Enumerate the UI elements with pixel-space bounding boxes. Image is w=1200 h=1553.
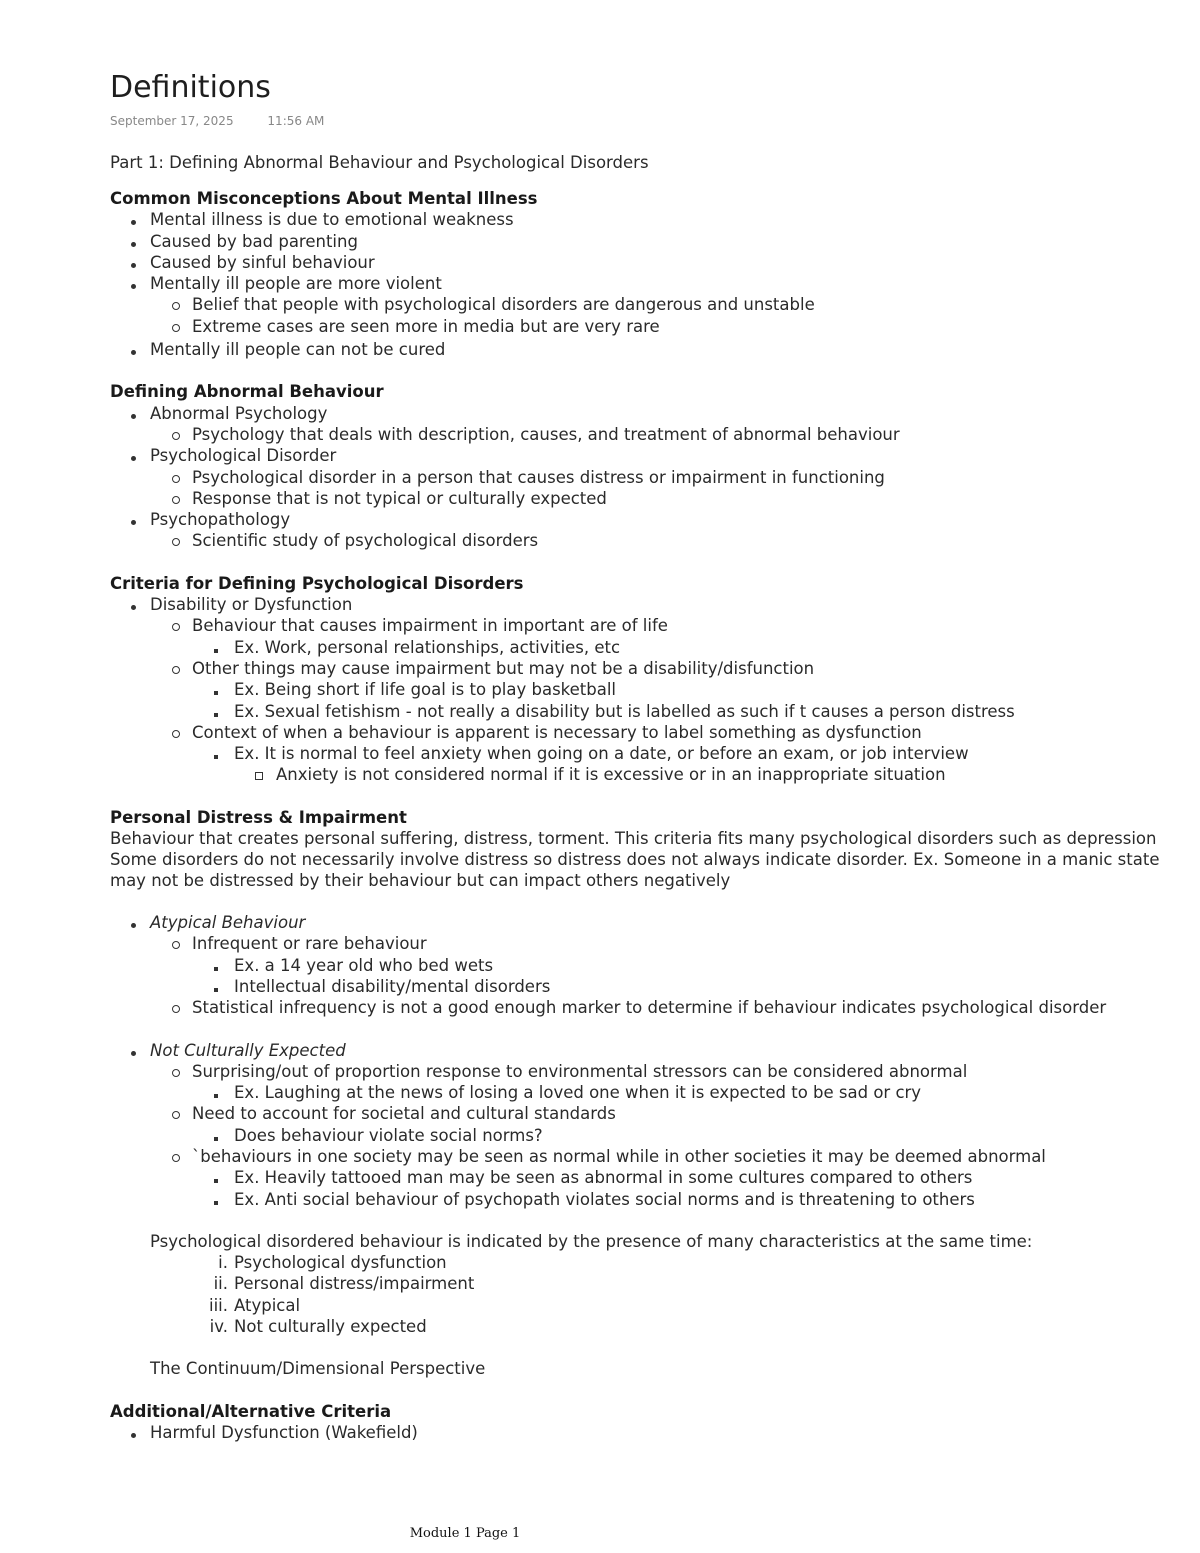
page-meta <box>110 114 1195 132</box>
bullet-icon <box>172 432 180 440</box>
page-date: September 17, 2025 <box>110 114 234 128</box>
bullet-icon <box>172 941 180 949</box>
list-item: Ex. a 14 year old who bed wets <box>110 955 1195 976</box>
bullet-icon <box>131 456 136 461</box>
list-item: Ex. Laughing at the news of losing a loved one when it is expected to be sad or cry <box>110 1082 1195 1103</box>
bullet-icon <box>214 691 218 695</box>
bullet-icon <box>172 730 180 738</box>
list-item: Anxiety is not considered normal if it is excessive or in an inappropriate situation <box>110 764 1195 785</box>
list-item: Infrequent or rare behaviour <box>110 933 1195 954</box>
bullet-icon <box>214 1179 218 1183</box>
section-heading: Defining Abnormal Behaviour <box>110 382 384 402</box>
bullet-icon <box>131 242 136 247</box>
list-item: Harmful Dysfunction (Wakefield) <box>110 1422 1195 1443</box>
list-item: Abnormal Psychology <box>110 403 1195 424</box>
section-heading: Criteria for Defining Psychological Disorders <box>110 573 524 593</box>
paragraph: Behaviour that creates personal suffering, distress, torment. This criteria fits many psychological disorders such as depression <box>110 829 1157 849</box>
list-item: Caused by sinful behaviour <box>110 252 1195 273</box>
bullet-icon <box>255 772 263 780</box>
continuum-text: The Continuum/Dimensional Perspective <box>150 1359 486 1379</box>
part-title: Part 1: Defining Abnormal Behaviour and Psychological Disorders <box>110 153 649 172</box>
bullet-icon <box>214 1201 218 1205</box>
section-heading: Additional/Alternative Criteria <box>110 1401 392 1421</box>
list-item: Ex. Anti social behaviour of psychopath violates social norms and is threatening to others <box>110 1189 1195 1210</box>
list-item: Mentally ill people are more violent <box>110 273 1195 294</box>
list-item: Belief that people with psychological disorders are dangerous and unstable <box>110 294 1195 315</box>
page-footer: Module 1 Page 1 <box>409 1526 521 1541</box>
bullet-icon <box>214 967 218 971</box>
numbered-item: iv. Not culturally expected <box>209 1317 427 1337</box>
list-item: Intellectual disability/mental disorders <box>110 976 1195 997</box>
list-item: Context of when a behaviour is apparent is necessary to label something as dysfunction <box>110 722 1195 743</box>
bullet-icon <box>214 755 218 759</box>
bullet-icon <box>214 988 218 992</box>
bullet-icon <box>172 496 180 504</box>
bullet-icon <box>214 649 218 653</box>
list-item: `behaviours in one society may be seen as normal while in other societies it may be deemed abnormal <box>110 1146 1195 1167</box>
bullet-icon <box>172 538 180 546</box>
numbered-item: ii. Personal distress/impairment <box>213 1274 475 1294</box>
section-heading: Personal Distress & Impairment <box>110 807 407 827</box>
bullet-icon <box>131 1051 136 1056</box>
list-item: Psychopathology <box>110 509 1195 530</box>
list-item: Scientific study of psychological disorders <box>110 530 1195 551</box>
bullet-icon <box>131 605 136 610</box>
bullet-icon <box>172 302 180 310</box>
list-item: Ex. Heavily tattooed man may be seen as abnormal in some cultures compared to others <box>110 1167 1195 1188</box>
bullet-icon <box>131 923 136 928</box>
numbered-item: i. Psychological dysfunction <box>218 1253 447 1273</box>
bullet-icon <box>214 713 218 717</box>
list-item: Psychology that deals with description, causes, and treatment of abnormal behaviour <box>110 424 1195 445</box>
bullet-icon <box>172 666 180 674</box>
bullet-icon <box>131 1433 136 1438</box>
list-item: Does behaviour violate social norms? <box>110 1125 1195 1146</box>
bullet-icon <box>172 1111 180 1119</box>
bullet-icon <box>172 324 180 332</box>
list-item: Extreme cases are seen more in media but are very rare <box>110 316 1195 337</box>
section-heading: Common Misconceptions About Mental Illness <box>110 189 538 208</box>
bullet-icon <box>172 1005 180 1013</box>
bullet-icon <box>131 284 136 289</box>
list-item: Atypical Behaviour <box>110 912 1195 933</box>
list-item: Disability or Dysfunction <box>110 594 1195 615</box>
note-page <box>110 68 1195 1443</box>
bullet-icon <box>172 475 180 483</box>
list-item: Psychological Disorder <box>110 445 1195 466</box>
list-item: Ex. It is normal to feel anxiety when going on a date, or before an exam, or job interview <box>110 743 1195 764</box>
list-item: Need to account for societal and cultural standards <box>110 1103 1195 1124</box>
list-item: Not Culturally Expected <box>110 1040 1195 1061</box>
list-item: Ex. Sexual fetishism - not really a disability but is labelled as such if t causes a person distress <box>110 701 1195 722</box>
bullet-icon <box>172 1069 180 1077</box>
list-item: Other things may cause impairment but may not be a disability/disfunction <box>110 658 1195 679</box>
summary-text: Psychological disordered behaviour is indicated by the presence of many characteristics at the same time: <box>150 1231 1033 1251</box>
list-item: Behaviour that causes impairment in important are of life <box>110 615 1195 636</box>
list-item: Ex. Being short if life goal is to play basketball <box>110 679 1195 700</box>
list-item: Caused by bad parenting <box>110 231 1195 252</box>
bullet-icon <box>131 263 136 268</box>
paragraph: Some disorders do not necessarily involve distress so distress does not always indicate disorder. Ex. Someone in a manic state may not be distressed by their behaviour but can impact others negatively <box>110 850 1160 891</box>
list-item: Mentally ill people can not be cured <box>110 339 1195 360</box>
bullet-icon <box>172 623 180 631</box>
bullet-icon <box>131 220 136 225</box>
list-item: Mental illness is due to emotional weakness <box>110 209 1195 230</box>
bullet-icon <box>131 520 136 525</box>
bullet-icon <box>214 1094 218 1098</box>
numbered-item: iii. Atypical <box>209 1295 301 1315</box>
bullet-icon <box>172 1154 180 1162</box>
list-item: Surprising/out of proportion response to environmental stressors can be considered abnormal <box>110 1061 1195 1082</box>
page-time: 11:56 AM <box>267 114 325 128</box>
bullet-icon <box>214 1137 218 1141</box>
bullet-icon <box>131 350 136 355</box>
page-title: Definitions <box>110 70 271 105</box>
bullet-icon <box>131 414 136 419</box>
list-item: Statistical infrequency is not a good enough marker to determine if behaviour indicates psychological disorder <box>110 997 1195 1018</box>
list-item: Psychological disorder in a person that causes distress or impairment in functioning <box>110 467 1195 488</box>
list-item: Ex. Work, personal relationships, activities, etc <box>110 637 1195 658</box>
list-item: Response that is not typical or culturally expected <box>110 488 1195 509</box>
